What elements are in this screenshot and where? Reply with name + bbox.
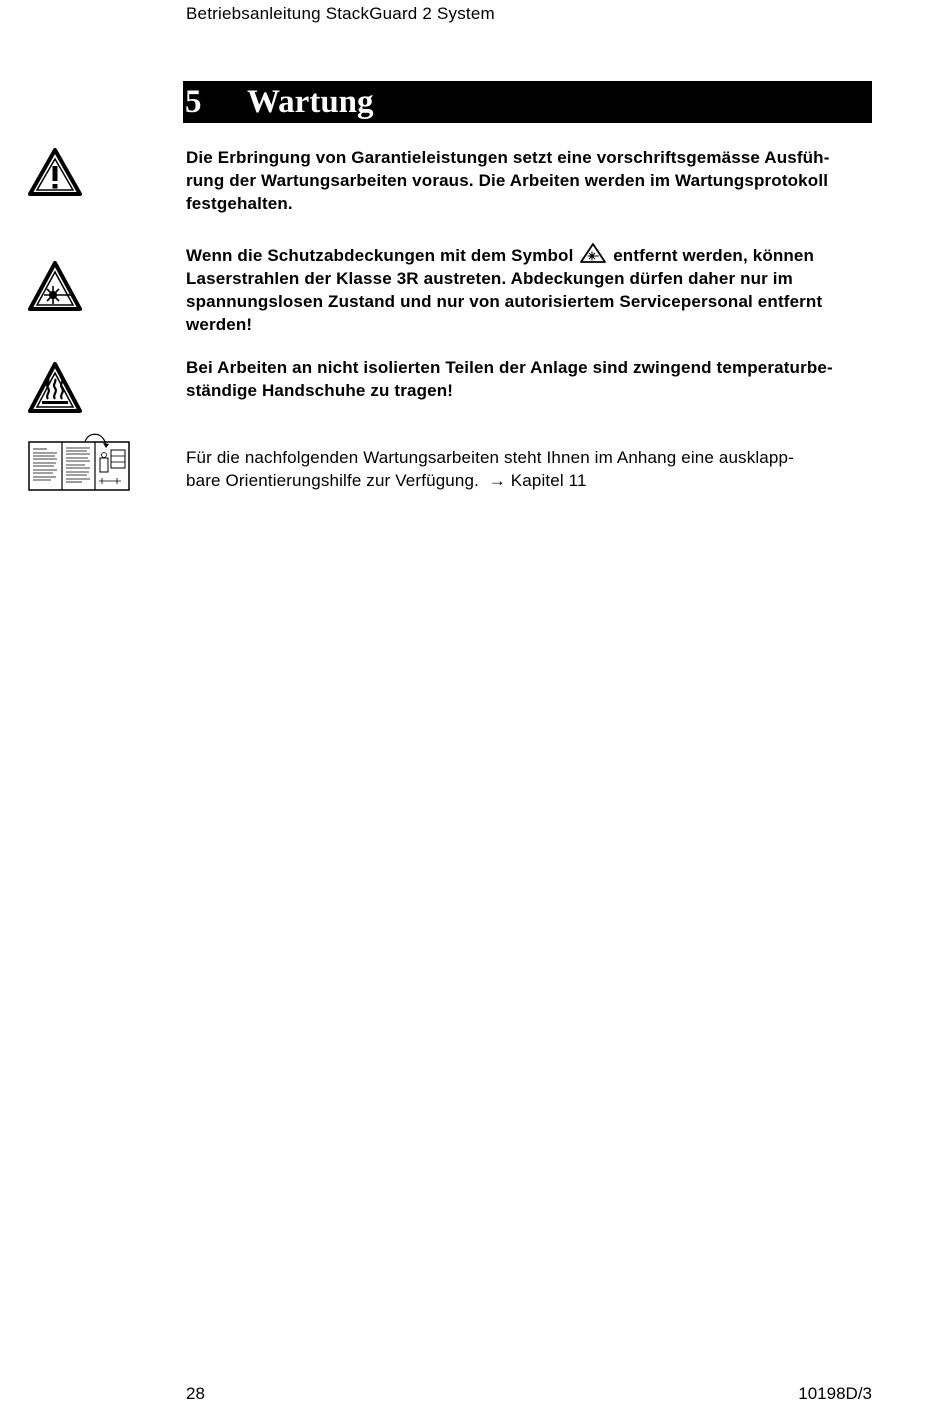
foldout-document-icon	[27, 432, 131, 492]
chapter-reference: Kapitel 11	[510, 471, 587, 490]
text-fragment: bare Orientierungshilfe zur Verfügung.	[186, 471, 479, 490]
text-line: Die Erbringung von Garantieleistungen setzt eine vorschriftsgemässe Ausfüh-	[186, 148, 830, 167]
laser-warning-icon	[27, 260, 83, 312]
text-line: Laserstrahlen der Klasse 3R austreten. Abdeckungen dürfen daher nur im	[186, 269, 793, 288]
arrow-icon: →	[488, 471, 506, 490]
text-line: festgehalten.	[186, 194, 293, 213]
text-line: ständige Handschuhe zu tragen!	[186, 381, 454, 400]
text-line: spannungslosen Zustand und nur von autorisiertem Servicepersonal entfernt	[186, 292, 823, 311]
warning-exclamation-icon	[27, 147, 83, 197]
text-fragment: Wenn die Schutzabdeckungen mit dem Symbol	[186, 246, 574, 265]
text-line: Für die nachfolgenden Wartungsarbeiten steht Ihnen im Anhang eine ausklapp-	[186, 448, 794, 467]
running-header: Betriebsanleitung StackGuard 2 System	[186, 4, 495, 23]
hot-surface-warning-icon	[27, 361, 83, 415]
gloves-paragraph	[186, 356, 876, 402]
text-line: werden!	[186, 315, 253, 334]
laser-symbol-icon	[580, 243, 606, 263]
text-fragment: entfernt werden, können	[613, 246, 815, 265]
page-number: 28	[186, 1384, 205, 1403]
text-line: Bei Arbeiten an nicht isolierten Teilen der Anlage sind zwingend temperaturbe-	[186, 358, 833, 377]
laser-paragraph	[186, 243, 876, 336]
warranty-paragraph	[186, 146, 876, 215]
chapter-title: Wartung	[247, 84, 374, 120]
orientation-paragraph	[186, 446, 876, 492]
text-line	[186, 469, 876, 492]
text-line	[186, 243, 876, 267]
chapter-heading	[183, 81, 872, 123]
text-line: rung der Wartungsarbeiten voraus. Die Arbeiten werden im Wartungsprotokoll	[186, 171, 829, 190]
chapter-number: 5	[185, 84, 202, 120]
document-code: 10198D/3	[798, 1384, 872, 1403]
